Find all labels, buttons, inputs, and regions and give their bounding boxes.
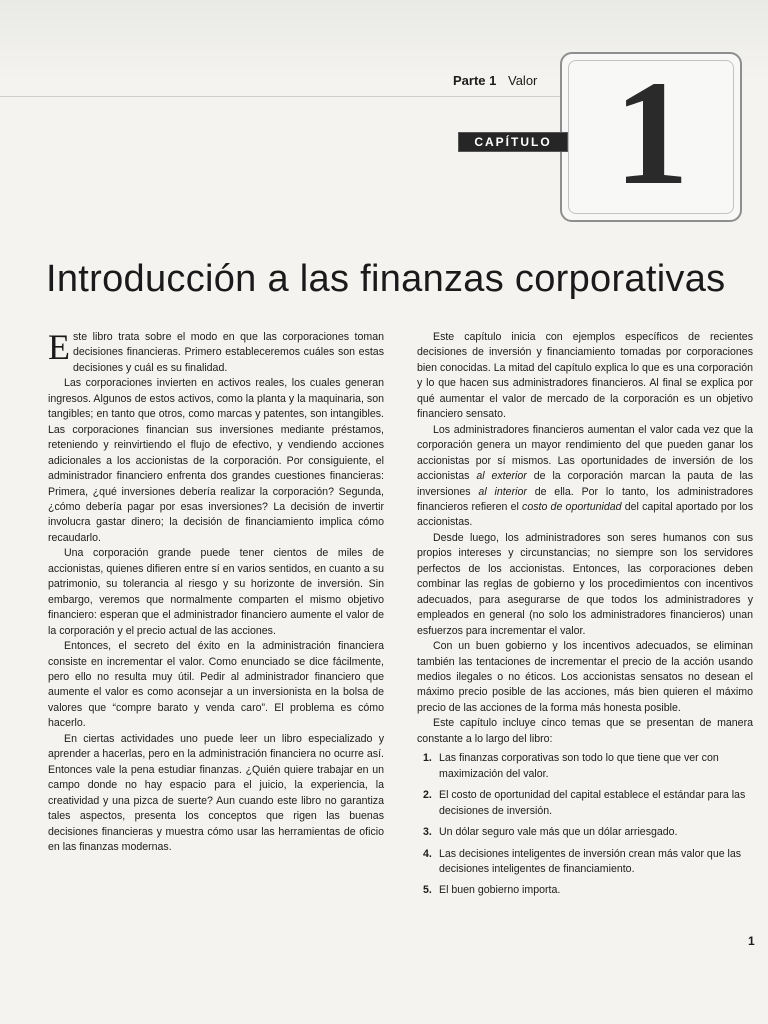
text-run: de la corporación marcan la pauta de las inversiones	[417, 470, 753, 498]
paragraph: Este capítulo incluye cinco temas que se presentan de manera constante a lo largo del libro:	[417, 717, 753, 745]
paragraph: Con un buen gobierno y los incentivos adecuados, se eliminan también las tentaciones de incrementar el precio de la acción usando medios ilegales o no éticos. Los accionistas sensatos no desean el máximo precio posible de las acciones, más bien quieren el máximo precio de las acciones de la forma más honesta posible.	[417, 640, 753, 714]
text-run: del capital aportado por los accionistas.	[417, 500, 753, 529]
list-number: 4.	[423, 847, 432, 860]
list-item	[417, 825, 753, 840]
list-item	[417, 847, 753, 878]
paragraph-text: ste libro trata sobre el modo en que las corporaciones toman decisiones financieras. Primero estableceremos cuáles son estas decisiones y cuál es su finalidad.	[73, 331, 384, 374]
chapter-number: 1	[614, 50, 689, 216]
paragraph: En ciertas actividades uno puede leer un libro especializado y aprender a hacerlas, pero en la administración financiera no ocurre así. Entonces vale la pena estudiar finanzas. ¿Quién quiere trabajar en un campo donde no hay espacio para el juicio, la experiencia, la creatividad y una pizca de suerte? Aun cuando este libro no garantiza tales aspectos, presenta los conceptos que rigen las buenas decisiones financieras y muestra cómo usar las herramientas de oficio en las finanzas modernas.	[48, 732, 384, 853]
emphasis: al interior	[478, 485, 527, 498]
list-text: El buen gobierno importa.	[439, 884, 561, 897]
right-column	[417, 330, 753, 905]
list-number: 5.	[423, 884, 432, 897]
paragraph: Las corporaciones invierten en activos reales, los cuales generan ingresos. Algunos de estos activos, como la planta y la maquinaria, son tangibles; en tanto que otros, como marcas y patentes, son intangibles. Las corporaciones financian sus inversiones mediante préstamos, reteniendo y reinvirtiendo el flujo de efectivo, y vendiendo acciones adicionales a los accionistas de la corporación. Por consiguiente, el administrador financiero enfrenta dos grandes cuestiones financieras: Primera, ¿qué inversiones debería realizar la corporación? Segunda, ¿cómo debería pagar por esas inversiones? La decisión de invertir involucra gastar dinero; la decisión de financiamiento implica cómo recaudarlo.	[48, 377, 384, 544]
emphasis: costo de oportunidad	[522, 500, 622, 513]
left-column	[48, 327, 384, 855]
text-run: Los administradores financieros aumentan el valor cada vez que la corporación genera un mayor rendimiento del que pueden ganar los accionistas por sí mismos. Las oportunidades de inversión de los accionistas	[417, 423, 753, 483]
paragraph: Una corporación grande puede tener cientos de miles de accionistas, quienes difieren entre sí en varios sentidos, en cuanto a su patrimonio, su tolerancia al riesgo y su horizonte de inversión. Sin embargo, veremos que normalmente comparten el mismo objetivo financiero: esperan que el administrador financiero aumente el valor de la corporación y el precio actual de las acciones.	[48, 547, 384, 637]
list-number: 3.	[423, 826, 432, 839]
part-number: Parte 1	[453, 73, 497, 88]
paragraph	[417, 423, 753, 531]
list-item	[417, 788, 753, 819]
part-title: Valor	[508, 73, 538, 88]
text-run: de ella. Por lo tanto, los administradores financieros refieren el	[417, 485, 754, 513]
list-text: El costo de oportunidad del capital establece el estándar para las decisiones de inversión.	[439, 789, 746, 817]
list-item	[417, 751, 753, 782]
paragraph: Entonces, el secreto del éxito en la administración financiera consiste en incrementar el valor. Como enunciado se dice fácilmente, pero ello no resulta muy útil. Pedir al administrador financiero que aumente el valor es como aconsejar a un inversionista en la bolsa de valores que “compre barato y venda caro”. El problema es cómo hacerlo.	[48, 640, 384, 730]
paragraph: Desde luego, los administradores son seres humanos con sus propios intereses y circunstancias; no siempre son los servidores perfectos de los accionistas. Entonces, las corporaciones deben combinar las reglas de gobierno y los procedimientos con incentivos adecuados, para asegurarse de que todos los administradores y empleados en general (no solo los administradores financieros) unan esfuerzos para incrementar el valor.	[417, 531, 753, 637]
topics-list	[417, 751, 753, 899]
paragraph: Este capítulo inicia con ejemplos específicos de recientes decisiones de inversión y financiamiento tomadas por corporaciones bien conocidas. La mitad del capítulo explica lo que es una corporación y lo que hacen sus administradores financieros. Al final se explica por qué aumentar el valor de mercado de la corporación es un objetivo financiero sensato.	[417, 331, 753, 421]
chapter-tag: CAPÍTULO	[458, 132, 568, 152]
list-item	[417, 883, 753, 898]
page-number: 1	[748, 934, 755, 948]
part-label	[453, 73, 537, 88]
list-text: Las decisiones inteligentes de inversión crean más valor que las decisiones inteligentes de financiamiento.	[439, 847, 742, 875]
chapter-title: Introducción a las finanzas corporativas	[46, 258, 726, 300]
list-text: Un dólar seguro vale más que un dólar arriesgado.	[439, 826, 678, 839]
list-number: 2.	[423, 789, 432, 802]
header-rule	[0, 96, 560, 97]
drop-cap: E	[48, 327, 70, 367]
paragraph	[48, 327, 384, 376]
list-number: 1.	[423, 752, 432, 765]
emphasis: al exterior	[476, 470, 527, 483]
list-text: Las finanzas corporativas son todo lo que tiene que ver con maximización del valor.	[439, 752, 719, 780]
